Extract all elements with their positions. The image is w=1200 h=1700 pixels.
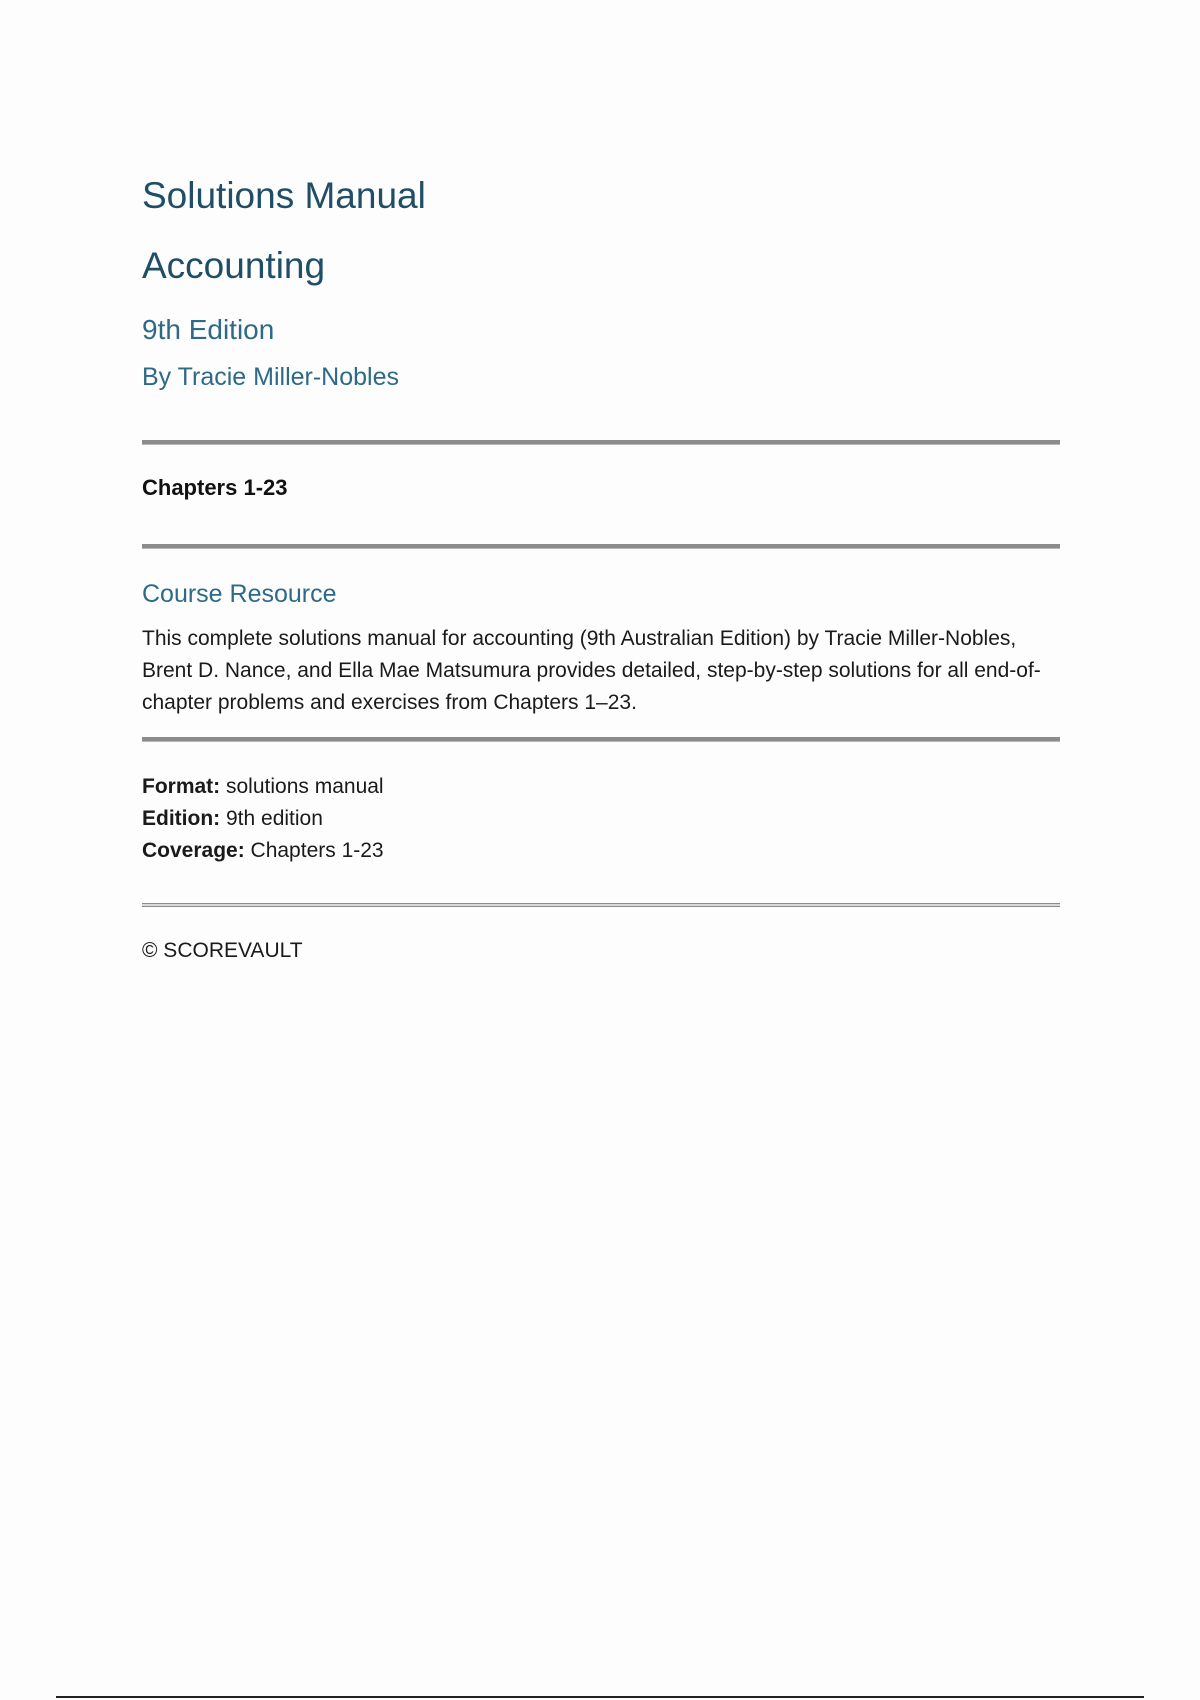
- meta-edition: [142, 803, 384, 835]
- divider: [142, 440, 1060, 445]
- meta-coverage: [142, 835, 384, 867]
- edition-text: 9th Edition: [142, 314, 275, 345]
- footer-divider: [56, 1696, 1144, 1698]
- metadata-list: [142, 771, 384, 867]
- meta-edition-value: 9th edition: [220, 807, 323, 830]
- meta-coverage-value: Chapters 1-23: [244, 839, 384, 862]
- author-text: By Tracie Miller-Nobles: [142, 363, 400, 391]
- divider: [142, 737, 1060, 742]
- section-heading: Course Resource: [142, 580, 337, 608]
- document-title: Solutions Manual: [142, 175, 426, 216]
- meta-format-label: Format:: [142, 775, 221, 798]
- chapters-text: Chapters 1-23: [142, 475, 288, 500]
- divider: [142, 544, 1060, 549]
- meta-coverage-label: Coverage:: [142, 839, 245, 862]
- divider: [142, 903, 1060, 907]
- meta-edition-label: Edition:: [142, 807, 221, 830]
- meta-format-value: solutions manual: [220, 775, 384, 798]
- meta-format: [142, 771, 384, 803]
- description-paragraph: This complete solutions manual for accounting (9th Australian Edition) by Tracie Miller-Nobles, Brent D. Nance, and Ella Mae Matsumura provides detailed, step-by-step solutions for all end-of-chapter problems and exercises from Chapters 1–23.: [142, 627, 1041, 714]
- copyright-text: © SCOREVAULT: [142, 939, 303, 962]
- document-subtitle: Accounting: [142, 245, 326, 286]
